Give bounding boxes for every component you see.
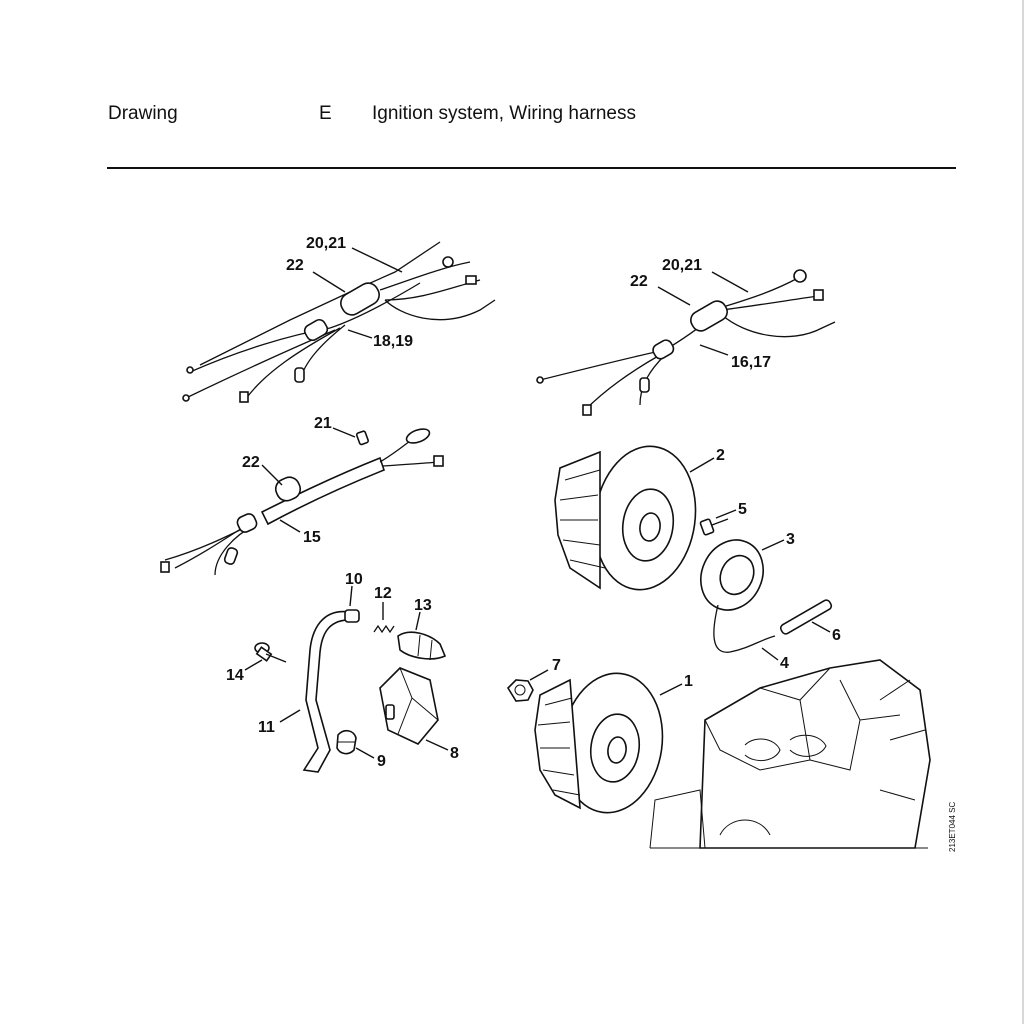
spark-plug-boot-13 [398,632,445,660]
callout-12: 12 [374,585,392,602]
callout-18-19: 18,19 [373,333,414,350]
callout-13: 13 [414,597,432,614]
callout-8: 8 [450,745,459,762]
callout-21: 21 [314,415,332,432]
drawing-letter: E [319,103,332,124]
callout-16-17: 16,17 [731,354,772,371]
callout-5: 5 [738,501,747,518]
callout-1: 1 [684,673,693,690]
callout-10: 10 [345,571,363,588]
callout-20-21-b: 20,21 [662,257,703,274]
wiring-harness-15 [161,426,443,575]
callout-14: 14 [226,667,244,684]
callout-22-b: 22 [630,273,648,290]
spring-12 [374,626,394,632]
callout-11: 11 [258,719,275,736]
callout-22-c: 22 [242,454,260,471]
drawing-code: 213ET044 SC [948,801,957,852]
callout-22-a: 22 [286,257,304,274]
callout-15: 15 [303,529,321,546]
drawing-title: Ignition system, Wiring harness [372,103,636,124]
ignition-module-3 [690,530,775,653]
wiring-harness-18-19 [183,242,495,402]
flywheel-1 [535,667,671,820]
header-label: Drawing [108,103,178,124]
screw-5 [700,519,728,536]
callout-6: 6 [832,627,841,644]
callout-20-21-a: 20,21 [306,235,347,252]
callout-4: 4 [780,655,789,672]
wiring-harness-16-17 [537,270,835,415]
flywheel-2 [555,440,705,597]
nut-7 [508,680,533,701]
callout-2: 2 [716,447,725,464]
callout-3: 3 [786,531,795,548]
callout-7: 7 [552,657,561,674]
grommet-9 [337,731,356,754]
screw-14 [255,643,286,662]
callout-9: 9 [377,753,386,770]
ignition-coil-8 [380,668,438,744]
